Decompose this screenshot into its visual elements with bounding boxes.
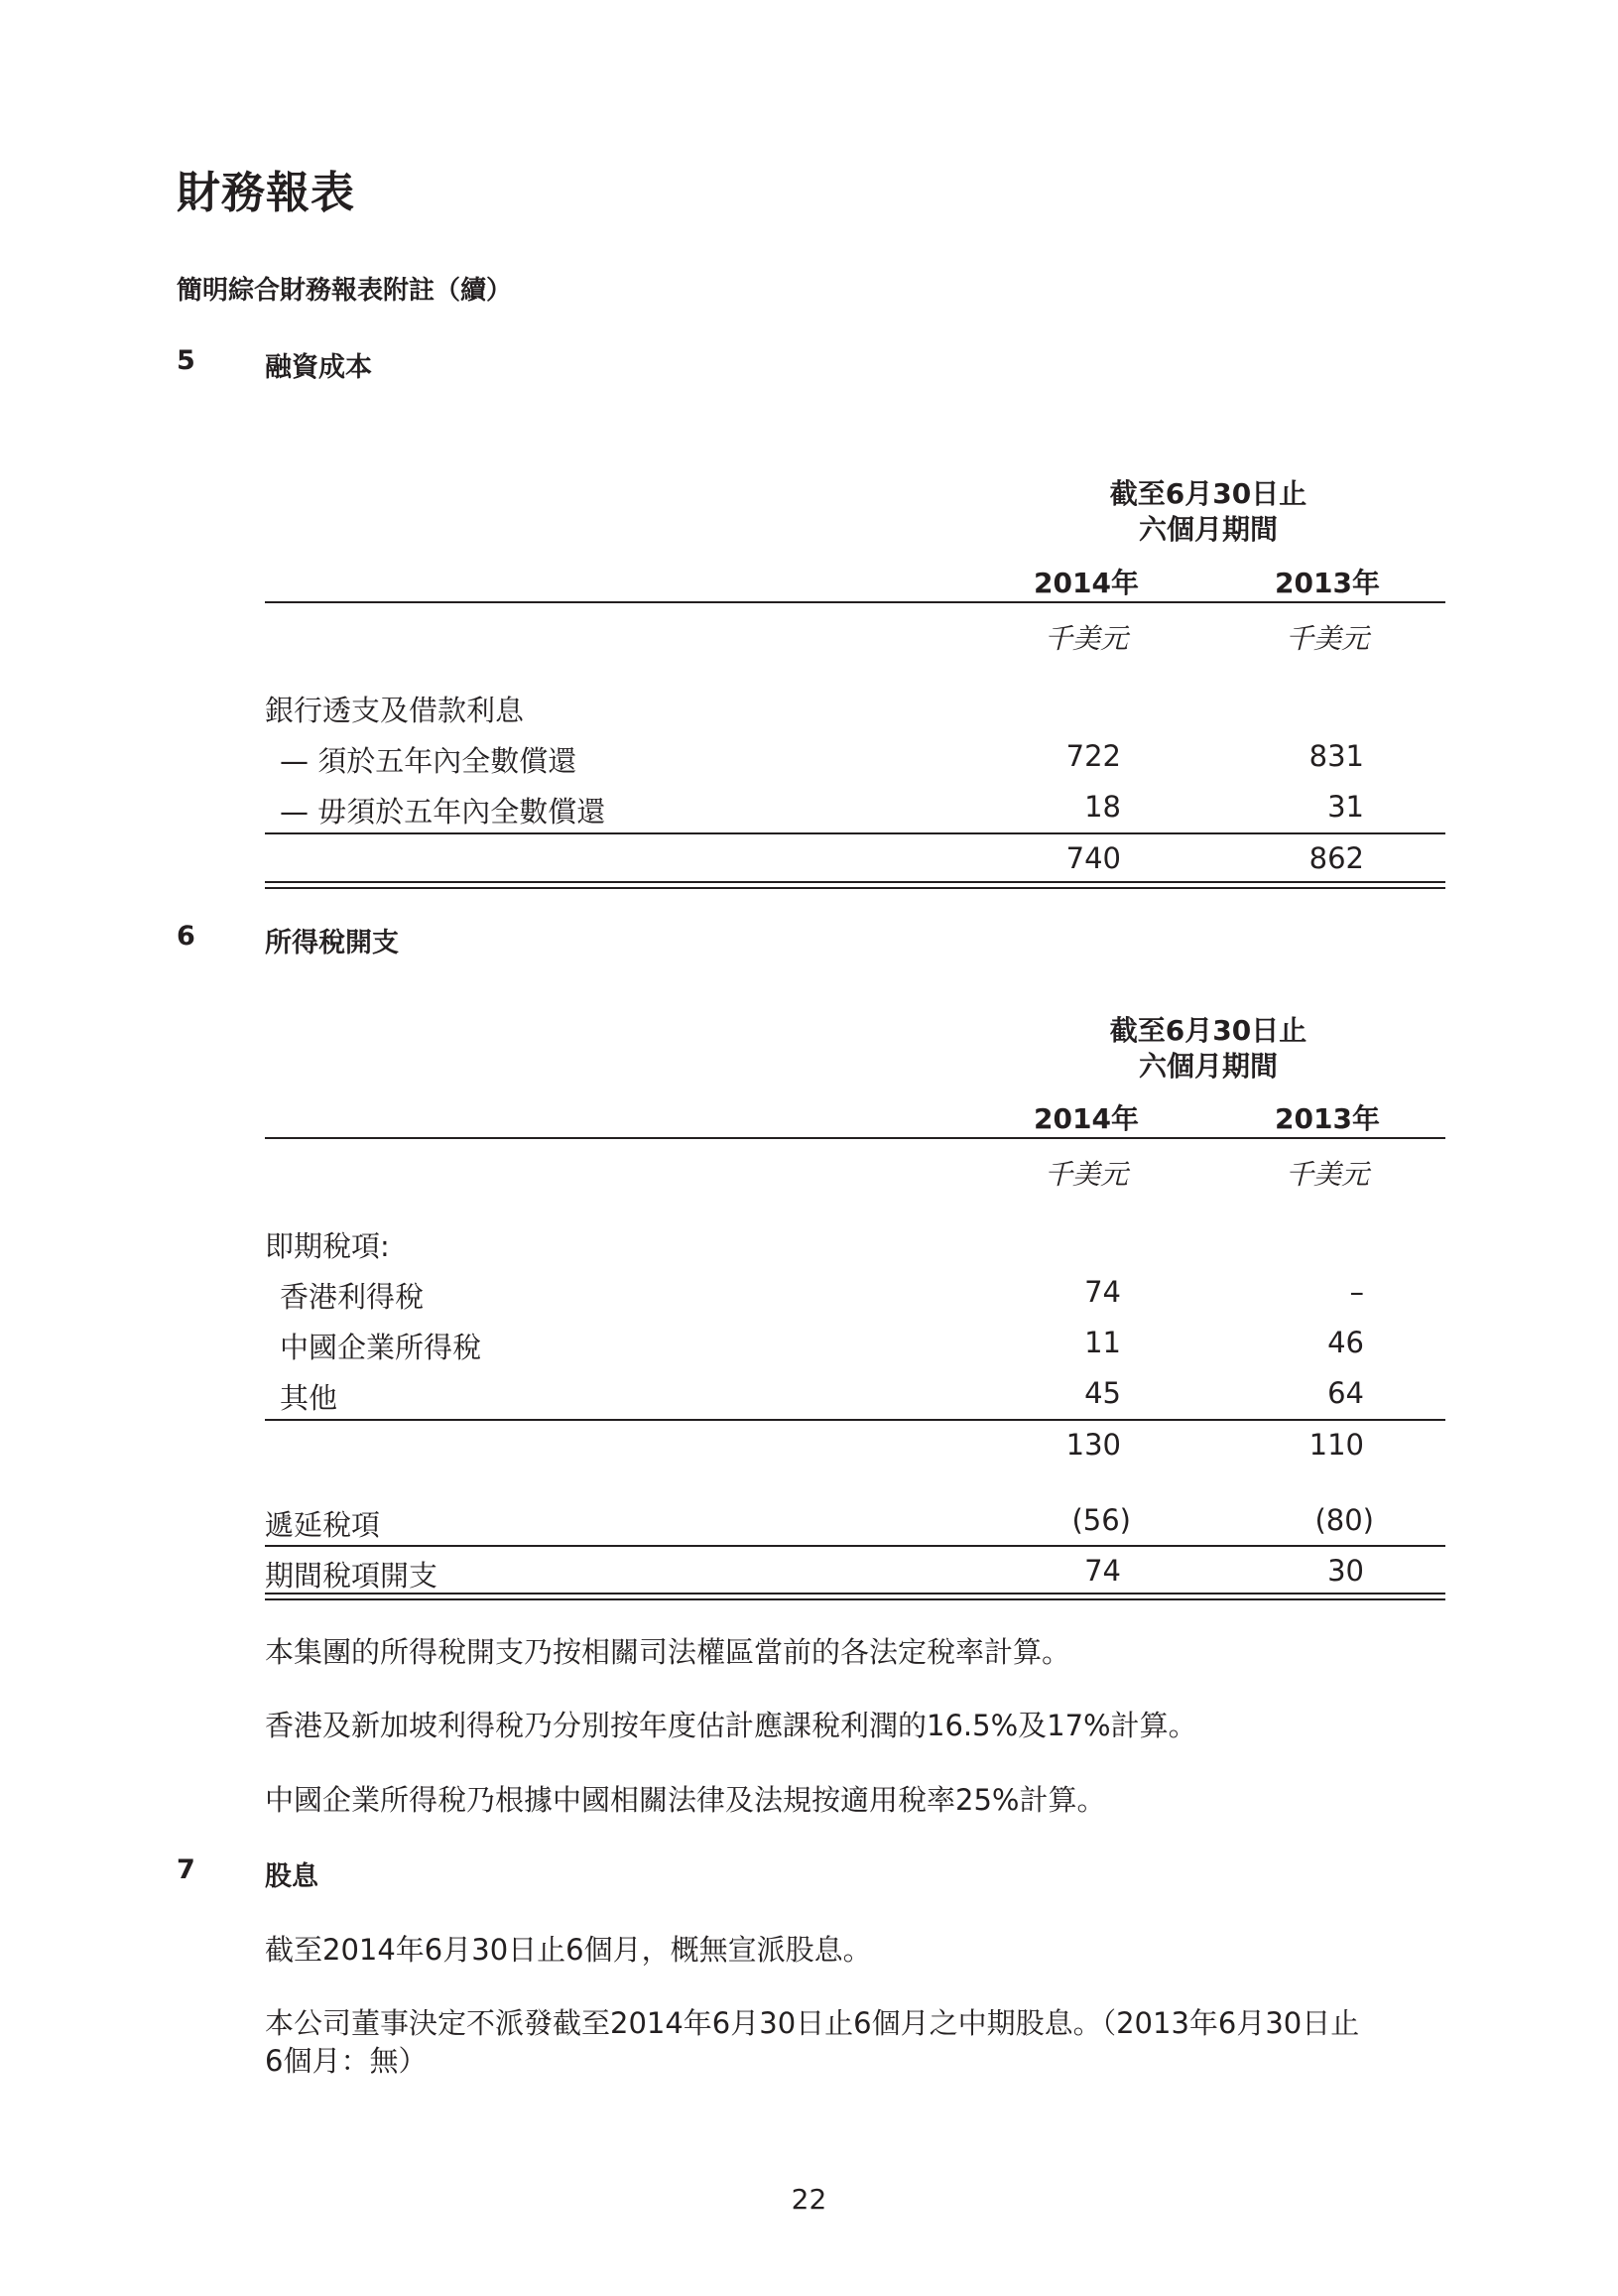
note6-paragraph: 中國企業所得稅乃根據中國相關法律及法規按適用稅率25%計算。 — [265, 1783, 1106, 1817]
note6-row-label: 即期稅項: — [265, 1229, 390, 1263]
note6-period-header-line1: 截至6月30日止 — [1109, 1014, 1307, 1047]
note6-row-value-2014: (56) — [1071, 1503, 1131, 1537]
note6-row-value-2013: 46 — [1327, 1326, 1364, 1359]
note6-row-value-2014: 74 — [1084, 1275, 1121, 1309]
note5-period-header-line1: 截至6月30日止 — [1109, 477, 1307, 510]
note7-title: 股息 — [265, 1861, 318, 1892]
note6-paragraph: 本集團的所得稅開支乃按相關司法權區當前的各法定稅率計算。 — [265, 1635, 1071, 1669]
note5-unit-2013: 千美元 — [1285, 622, 1369, 655]
note6-total-label: 期間稅項開支 — [265, 1559, 438, 1593]
note6-total-2014: 74 — [1084, 1554, 1121, 1588]
note6-subtotal-2014: 130 — [1065, 1428, 1121, 1462]
note5-year-2013: 2013年 — [1275, 567, 1380, 599]
note5-row-label: 銀行透支及借款利息 — [265, 694, 525, 727]
note5-row-value-2014: 722 — [1065, 739, 1121, 773]
note7-paragraph: 截至2014年6月30日止6個月，概無宣派股息。 — [265, 1933, 872, 1967]
note5-row-label: — 須於五年內全數償還 — [280, 744, 577, 778]
note5-header-rule — [265, 601, 1445, 603]
note5-year-2014: 2014年 — [1034, 567, 1139, 599]
note6-paragraph: 香港及新加坡利得稅乃分別按年度估計應課稅利潤的16.5%及17%計算。 — [265, 1709, 1197, 1742]
note6-year-2014: 2014年 — [1034, 1102, 1139, 1135]
note5-row-value-2014: 18 — [1084, 790, 1121, 824]
note6-row-value-2014: 45 — [1084, 1376, 1121, 1410]
note6-unit-2013: 千美元 — [1285, 1158, 1369, 1191]
note6-period-header-line2: 六個月期間 — [1138, 1050, 1278, 1083]
page-title: 財務報表 — [177, 168, 355, 218]
page-number: 22 — [791, 2183, 827, 2216]
note6-row-value-2013: (80) — [1314, 1503, 1374, 1537]
note5-row-value-2013: 31 — [1327, 790, 1364, 824]
note6-row-value-2014: 11 — [1084, 1326, 1121, 1359]
note7-number: 7 — [177, 1854, 195, 1885]
note6-row-label: 香港利得稅 — [280, 1280, 425, 1314]
note5-unit-2014: 千美元 — [1044, 622, 1128, 655]
note6-total-double-rule — [265, 1593, 1445, 1600]
note6-number: 6 — [177, 921, 195, 952]
note5-total-2014: 740 — [1065, 841, 1121, 875]
note5-number: 5 — [177, 345, 195, 376]
note6-row-label: 遞延稅項 — [265, 1508, 381, 1542]
note7-paragraph-line: 6個月：無） — [265, 2044, 428, 2078]
note6-unit-2014: 千美元 — [1044, 1158, 1128, 1191]
note5-title: 融資成本 — [265, 352, 372, 383]
note5-row-value-2013: 831 — [1308, 739, 1364, 773]
note6-subtotal-2013: 110 — [1308, 1428, 1364, 1462]
page-subtitle: 簡明綜合財務報表附註（續） — [177, 276, 513, 306]
note6-title: 所得稅開支 — [265, 928, 399, 958]
note5-total-double-rule — [265, 881, 1445, 889]
note5-subtotal-rule — [265, 832, 1445, 834]
note6-total-rule — [265, 1545, 1445, 1547]
note5-total-2013: 862 — [1308, 841, 1364, 875]
note6-row-label: 其他 — [280, 1381, 338, 1415]
note6-row-label: 中國企業所得稅 — [280, 1331, 482, 1364]
note6-total-2013: 30 — [1327, 1554, 1364, 1588]
note6-year-2013: 2013年 — [1275, 1102, 1380, 1135]
note5-row-label: — 毋須於五年內全數償還 — [280, 795, 606, 829]
note7-paragraph-line: 本公司董事決定不派發截至2014年6月30日止6個月之中期股息。（2013年6月30日止 — [265, 2006, 1360, 2040]
note6-row-value-2013: 64 — [1327, 1376, 1364, 1410]
note5-period-header-line2: 六個月期間 — [1138, 513, 1278, 546]
note6-header-rule — [265, 1137, 1445, 1139]
note6-subtotal-rule — [265, 1419, 1445, 1421]
note6-row-value-2013: – — [1349, 1275, 1364, 1309]
